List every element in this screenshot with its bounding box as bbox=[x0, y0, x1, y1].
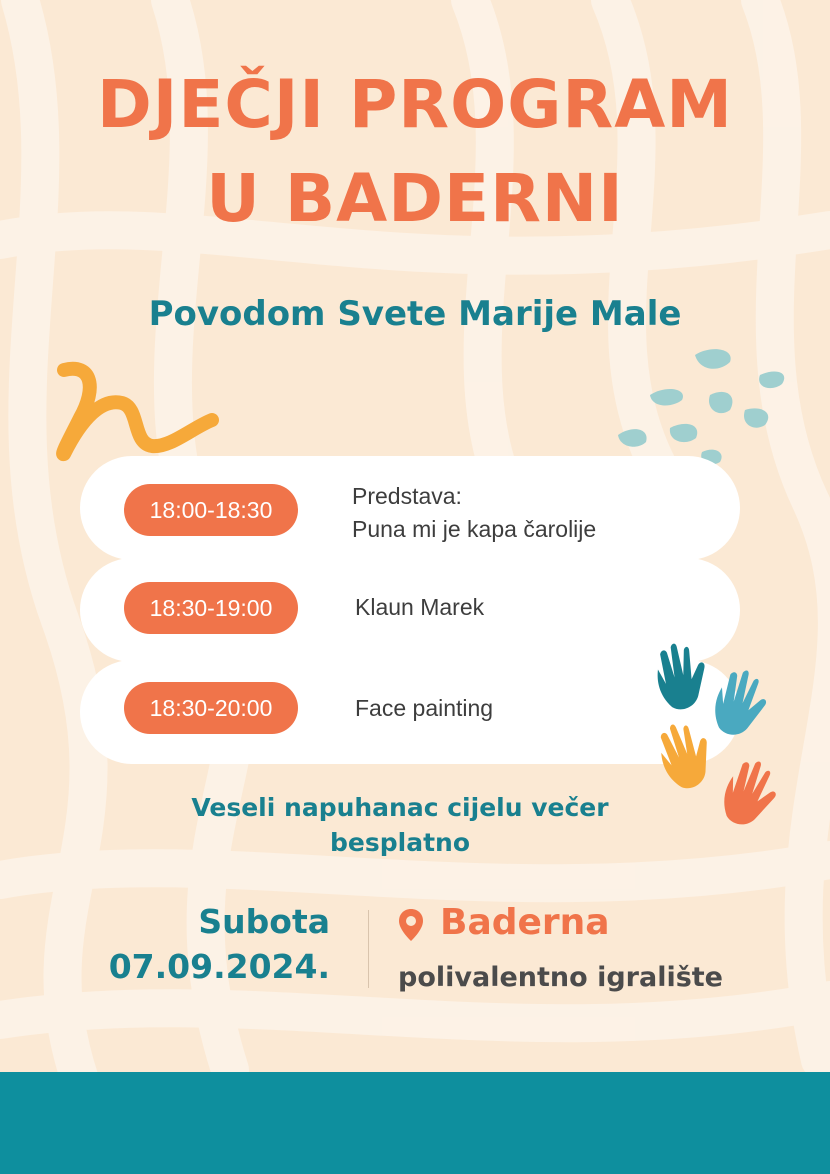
subtitle: Povodom Svete Marije Male bbox=[148, 294, 682, 334]
time-badge: 18:30-20:00 bbox=[124, 682, 298, 734]
note-line-2: besplatno bbox=[330, 828, 470, 857]
location-pin-icon bbox=[398, 908, 424, 942]
footer-band bbox=[0, 1072, 830, 1174]
squiggle-doodle bbox=[52, 358, 222, 468]
activity-title bbox=[352, 480, 596, 547]
title-line-2: U BADERNI bbox=[206, 160, 624, 237]
brush-dots bbox=[610, 340, 800, 470]
time-badge: 18:00-18:30 bbox=[124, 484, 298, 536]
activity-title: Face painting bbox=[355, 695, 494, 721]
event-date bbox=[60, 900, 330, 989]
venue-name: polivalentno igralište bbox=[398, 962, 723, 993]
activity-line-1: Predstava: bbox=[352, 483, 462, 509]
divider bbox=[368, 910, 369, 988]
activity-line-2: Puna mi je kapa čarolije bbox=[352, 516, 597, 543]
event-day: Subota bbox=[198, 902, 330, 941]
location-name: Baderna bbox=[440, 902, 610, 943]
activity-title: Klaun Marek bbox=[355, 594, 485, 620]
free-bouncy-castle-note bbox=[0, 790, 800, 860]
schedule-row-1 bbox=[80, 456, 740, 560]
event-date-value: 07.09.2024. bbox=[108, 946, 330, 986]
note-line-1: Veseli napuhanac cijelu večer bbox=[191, 793, 609, 822]
title-line-1: DJEČJI PROGRAM bbox=[96, 66, 733, 143]
time-badge: 18:30-19:00 bbox=[124, 582, 298, 634]
